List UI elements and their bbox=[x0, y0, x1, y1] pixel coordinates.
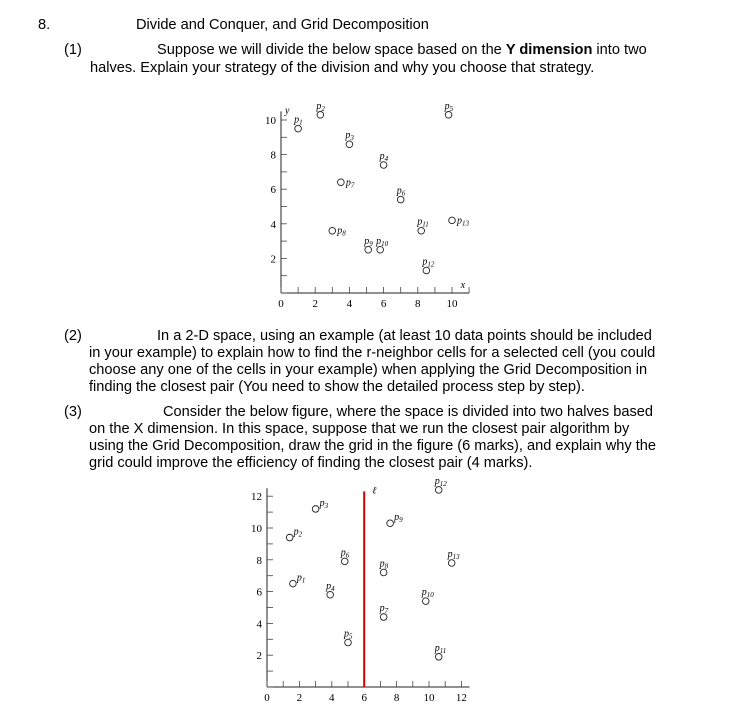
question-number: 8. bbox=[38, 17, 51, 33]
point-label-2: $p_5$ bbox=[344, 628, 353, 641]
x-tick-label-2: 10 bbox=[423, 692, 435, 704]
x-tick-label-1: 8 bbox=[415, 298, 421, 310]
data-point-1 bbox=[329, 227, 336, 234]
x-tick-label-1: 10 bbox=[446, 298, 458, 310]
point-label-1: $p_{10}$ bbox=[376, 235, 389, 248]
data-point-2 bbox=[387, 520, 394, 527]
y-tick-label-2: 8 bbox=[256, 554, 262, 567]
data-point-2 bbox=[290, 580, 297, 587]
point-label-2: $p_7$ bbox=[379, 603, 389, 616]
point-label-2: $p_9$ bbox=[394, 512, 403, 525]
x-tick-label-2: 6 bbox=[361, 692, 367, 704]
part1-label: (1) bbox=[64, 42, 82, 58]
question-title: Divide and Conquer, and Grid Decomposition bbox=[136, 17, 429, 33]
y-tick-label-2: 12 bbox=[251, 491, 262, 504]
y-tick-label-2: 4 bbox=[256, 618, 262, 631]
point-label-2: $p_{11}$ bbox=[434, 642, 447, 655]
part3-line2: on the X dimension. In this space, suppose that we run the closest pair algorithm by bbox=[89, 421, 630, 437]
point-label-2: $p_1$ bbox=[296, 572, 306, 585]
point-label-1: $p_2$ bbox=[316, 100, 325, 113]
point-label-2: $p_4$ bbox=[326, 580, 335, 593]
data-point-1 bbox=[449, 217, 456, 224]
point-label-2: $p_2$ bbox=[293, 526, 303, 539]
part2-line1: In a 2-D space, using an example (at least 10 data points should be included bbox=[157, 328, 652, 344]
x-tick-label-1: 6 bbox=[380, 298, 387, 310]
point-label-1: $p_7$ bbox=[345, 177, 355, 190]
part2-label: (2) bbox=[64, 328, 82, 344]
x-tick-label-2: 8 bbox=[393, 692, 400, 704]
y-tick-label-2: 2 bbox=[256, 650, 262, 663]
y-tick-label-1: 2 bbox=[270, 253, 276, 266]
x-axis-label-1: x bbox=[460, 280, 466, 291]
x-tick-label-2: 2 bbox=[296, 692, 303, 704]
part2-line3: choose any one of the cells in your example) when applying the Grid Decomposition in bbox=[89, 362, 648, 378]
y-axis-label-1: y bbox=[285, 105, 290, 117]
part1-text-b: into two bbox=[592, 42, 647, 58]
point-label-1: $p_6$ bbox=[396, 185, 406, 198]
part2-line4: finding the closest pair (You need to show the detailed process step by step). bbox=[89, 379, 585, 395]
y-tick-label-1: 8 bbox=[270, 149, 276, 162]
x-tick-label-1: 0 bbox=[278, 298, 284, 310]
point-label-1: $p_4$ bbox=[379, 150, 389, 163]
point-label-1: $p_5$ bbox=[444, 100, 454, 113]
y-tick-label-1: 10 bbox=[265, 115, 276, 127]
point-label-2: $p_3$ bbox=[319, 497, 329, 510]
divider-label: ℓ bbox=[372, 485, 377, 497]
part3-label: (3) bbox=[64, 404, 82, 420]
point-label-2: $p_6$ bbox=[340, 547, 350, 560]
point-label-2: $p_{10}$ bbox=[421, 587, 434, 600]
point-label-1: $p_3$ bbox=[345, 130, 354, 143]
point-label-1: $p_{13}$ bbox=[457, 215, 469, 228]
part1-text-bold: Y dimension bbox=[505, 42, 593, 58]
point-label-1: $p_8$ bbox=[337, 225, 346, 238]
point-label-1: $p_1$ bbox=[294, 114, 303, 127]
y-tick-label-2: 6 bbox=[256, 586, 262, 599]
x-tick-label-1: 4 bbox=[346, 298, 353, 310]
part2-line2: in your example) to explain how to find the r-neighbor cells for a selected cell (you could bbox=[89, 345, 656, 361]
part3-line4: grid could improve the efficiency of finding the closest pair (4 marks). bbox=[89, 455, 533, 471]
part1-text-a: Suppose we will divide the below space based on the bbox=[157, 42, 506, 58]
part3-line3: using the Grid Decomposition, draw the grid in the figure (6 marks), and explain why the bbox=[89, 438, 657, 454]
point-label-1: $p_{12}$ bbox=[422, 256, 435, 269]
x-tick-label-2: 4 bbox=[329, 692, 335, 704]
point-label-2: $p_{12}$ bbox=[434, 475, 447, 488]
part3-line1: Consider the below figure, where the space is divided into two halves based bbox=[163, 404, 653, 420]
y-tick-label-1: 6 bbox=[270, 184, 276, 197]
point-label-1: $p_{11}$ bbox=[417, 216, 429, 229]
part1-line2: halves. Explain your strategy of the division and why you choose that strategy. bbox=[90, 60, 595, 76]
point-label-2: $p_{13}$ bbox=[447, 548, 460, 561]
x-tick-label-2: 12 bbox=[455, 692, 467, 704]
y-tick-label-2: 10 bbox=[251, 523, 262, 535]
point-label-1: $p_9$ bbox=[364, 235, 373, 248]
y-tick-label-1: 4 bbox=[270, 218, 276, 231]
point-label-2: $p_8$ bbox=[379, 558, 389, 571]
x-tick-label-2: 0 bbox=[264, 692, 270, 704]
data-point-2 bbox=[286, 534, 293, 541]
data-point-2 bbox=[312, 506, 319, 513]
data-point-1 bbox=[338, 179, 345, 186]
x-tick-label-1: 2 bbox=[312, 298, 318, 310]
